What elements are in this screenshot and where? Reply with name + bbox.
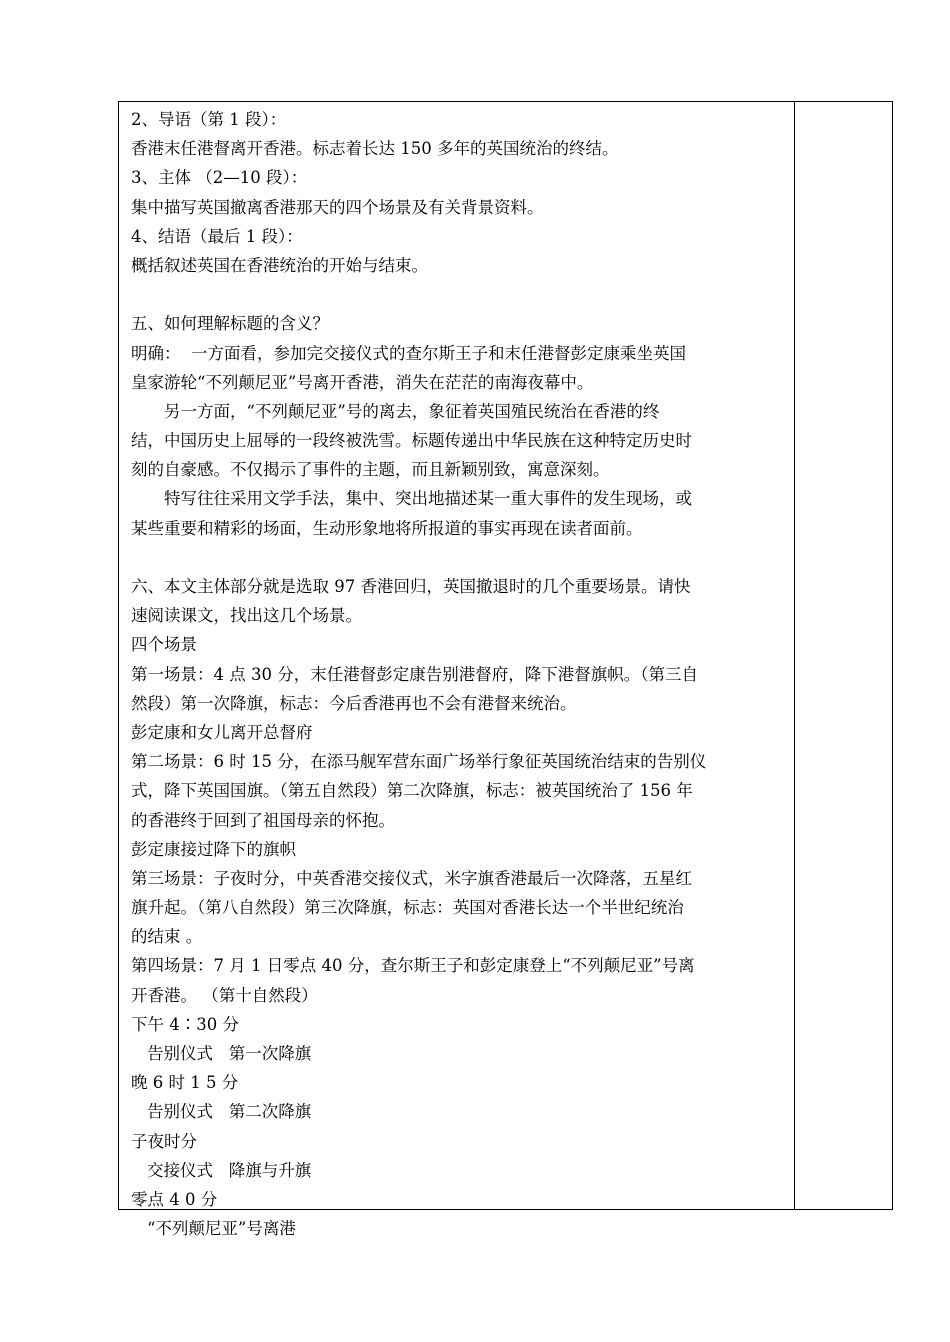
timeline-event: 告别仪式 第二次降旗 (147, 1102, 312, 1122)
text-line: 另一方面，“不列颠尼亚”号的离去，象征着英国殖民统治在香港的终 (164, 401, 660, 421)
text-line: 明确： 一方面看，参加完交接仪式的查尔斯王子和末任港督彭定康乘坐英国 (131, 343, 686, 363)
column-divider (794, 102, 795, 1209)
timeline-time: 子夜时分 (131, 1131, 197, 1151)
text-line: 2、导语（第 1 段）： (131, 110, 287, 129)
timeline-time: 下午 4∶30 分 (131, 1014, 239, 1034)
text-line: 第三场景：子夜时分，中英香港交接仪式，米字旗香港最后一次降落，五星红 (131, 868, 692, 888)
section-heading: 六、本文主体部分就是选取 97 香港回归，英国撤退时的几个重要场景。请快 (131, 577, 691, 596)
text-line: 集中描写英国撤离香港那天的四个场景及有关背景资料。 (131, 197, 544, 217)
text-line: 皇家游轮“不列颠尼亚”号离开香港，消失在茫茫的南海夜幕中。 (131, 372, 594, 392)
text-line: 概括叙述英国在香港统治的开始与结束。 (131, 255, 428, 275)
text-line: 刻的自豪感。不仅揭示了事件的主题，而且新颖别致，寓意深刻。 (131, 460, 610, 480)
timeline-event: 交接仪式 降旗与升旗 (147, 1160, 312, 1180)
timeline-event: “不列颠尼亚”号离港 (147, 1219, 296, 1239)
text-line: 4、结语（最后 1 段）： (131, 226, 303, 246)
text-line: 3、主体 （2—10 段）： (131, 168, 308, 188)
text-line: 第四场景：7 月 1 日零点 40 分，查尔斯王子和彭定康登上“不列颠尼亚”号离 (131, 956, 695, 976)
table-cell-content (131, 105, 783, 1243)
text-line: 彭定康接过降下的旗帜 (131, 839, 296, 859)
text-line: 香港末任港督离开香港。标志着长达 150 多年的英国统治的终结。 (131, 139, 619, 159)
timeline-time: 晚 6 时 1 5 分 (131, 1073, 239, 1093)
blank-line (131, 280, 783, 309)
text-line: 的结束 。 (131, 927, 203, 947)
text-line: 然段）第一次降旗，标志：今后香港再也不会有港督来统治。 (131, 693, 577, 713)
text-line: 的香港终于回到了祖国母亲的怀抱。 (131, 810, 395, 830)
lesson-table (118, 101, 893, 1239)
text-line: 四个场景 (131, 635, 197, 655)
text-line: 速阅读课文，找出这几个场景。 (131, 606, 362, 626)
text-line: 开香港。 （第十自然段） (131, 985, 318, 1005)
section-heading: 五、如何理解标题的含义？ (131, 314, 329, 334)
text-line: 第一场景：4 点 30 分，末任港督彭定康告别港督府，降下港督旗帜。（第三自 (131, 664, 698, 684)
text-line: 特写往往采用文学手法，集中、突出地描述某一重大事件的发生现场，或 (164, 489, 692, 509)
text-line: 彭定康和女儿离开总督府 (131, 722, 313, 742)
text-line: 结，中国历史上屈辱的一段终被洗雪。标题传递出中华民族在这种特定历史时 (131, 431, 692, 451)
text-line: 第二场景：6 时 15 分，在添马舰军营东面广场举行象征英国统治结束的告别仪 (131, 752, 707, 772)
text-line: 某些重要和精彩的场面，生动形象地将所报道的事实再现在读者面前。 (131, 518, 643, 538)
timeline-time: 零点 4 0 分 (131, 1189, 218, 1209)
timeline-event: 告别仪式 第一次降旗 (147, 1044, 312, 1063)
text-line: 式，降下英国国旗。（第五自然段）第二次降旗，标志：被英国统治了 156 年 (131, 781, 693, 801)
text-line: 旗升起。（第八自然段）第三次降旗，标志：英国对香港长达一个半世纪统治 (131, 898, 684, 918)
blank-line (131, 543, 783, 572)
